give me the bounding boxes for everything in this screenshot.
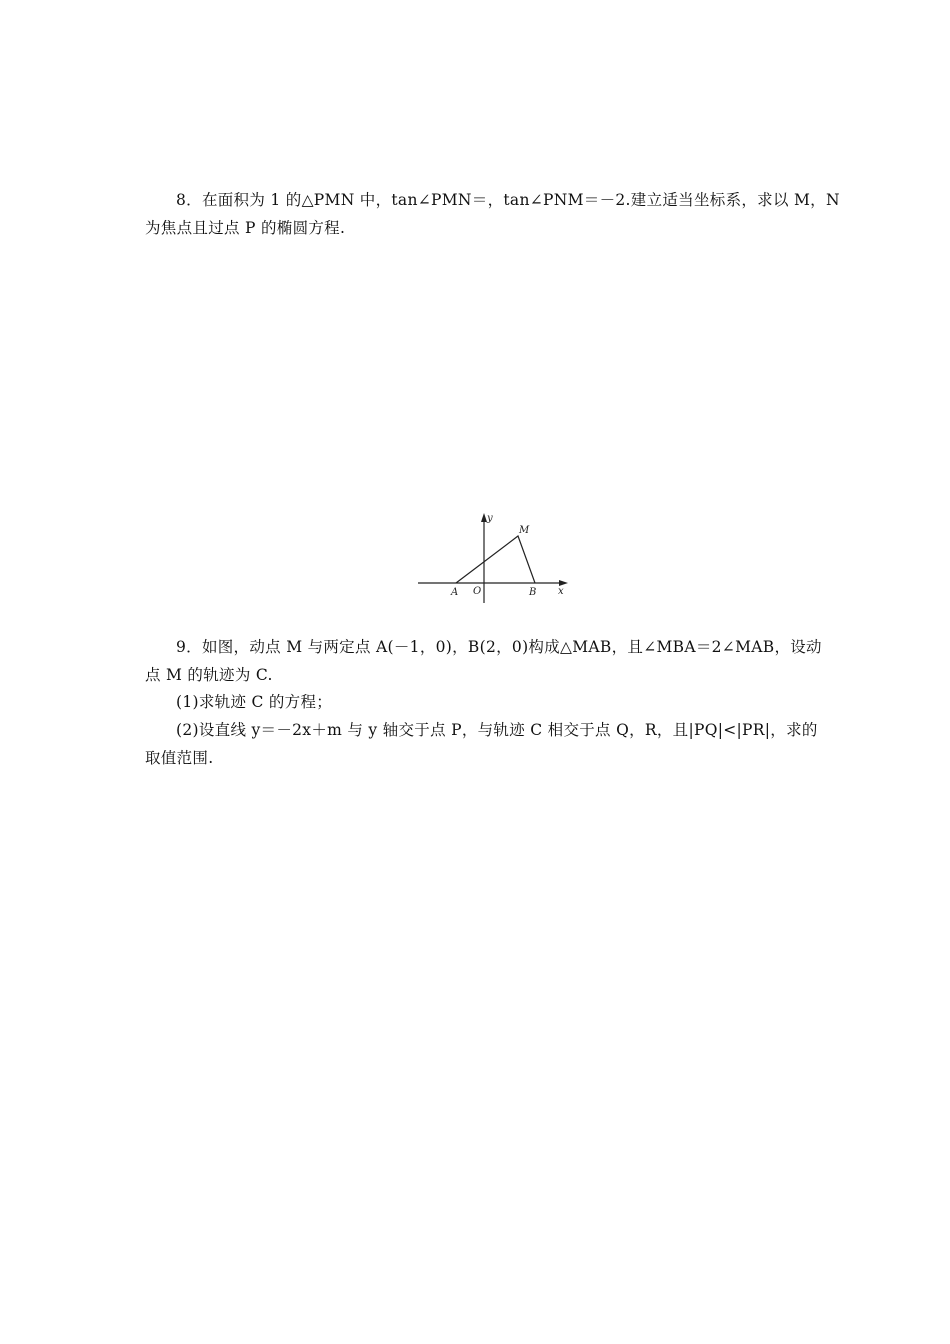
- point-m-label: M: [519, 525, 530, 536]
- problem-9-part-1: (1)求轨迹 C 的方程；: [176, 693, 333, 711]
- triangle-mab: [456, 536, 535, 583]
- point-a-label: A: [451, 587, 459, 598]
- problem-8-line-2: 为焦点且过点 P 的椭圆方程.: [145, 219, 346, 237]
- problem-9-line-1: 9．如图，动点 M 与两定点 A(－1，0)，B(2，0)构成△MAB，且∠MBA＝2∠MAB，设动: [176, 638, 822, 656]
- problem-9-line-2: 点 M 的轨迹为 C.: [145, 666, 273, 684]
- coordinate-diagram: [410, 508, 575, 603]
- point-b-label: B: [529, 587, 537, 598]
- y-axis-label: y: [487, 513, 493, 524]
- triangle-figure: [410, 508, 575, 603]
- problem-9-part-2-line-1: (2)设直线 y＝－2x＋m 与 y 轴交于点 P，与轨迹 C 相交于点 Q，R，且|PQ|<|PR|，求的: [176, 721, 818, 739]
- problem-8-line-1: 8．在面积为 1 的△PMN 中，tan∠PMN＝，tan∠PNM＝－2.建立适当坐标系，求以 M，N: [176, 191, 840, 209]
- x-axis-label: x: [558, 586, 564, 597]
- problem-9-part-2-line-2: 取值范围.: [145, 749, 214, 767]
- origin-label: O: [473, 586, 482, 597]
